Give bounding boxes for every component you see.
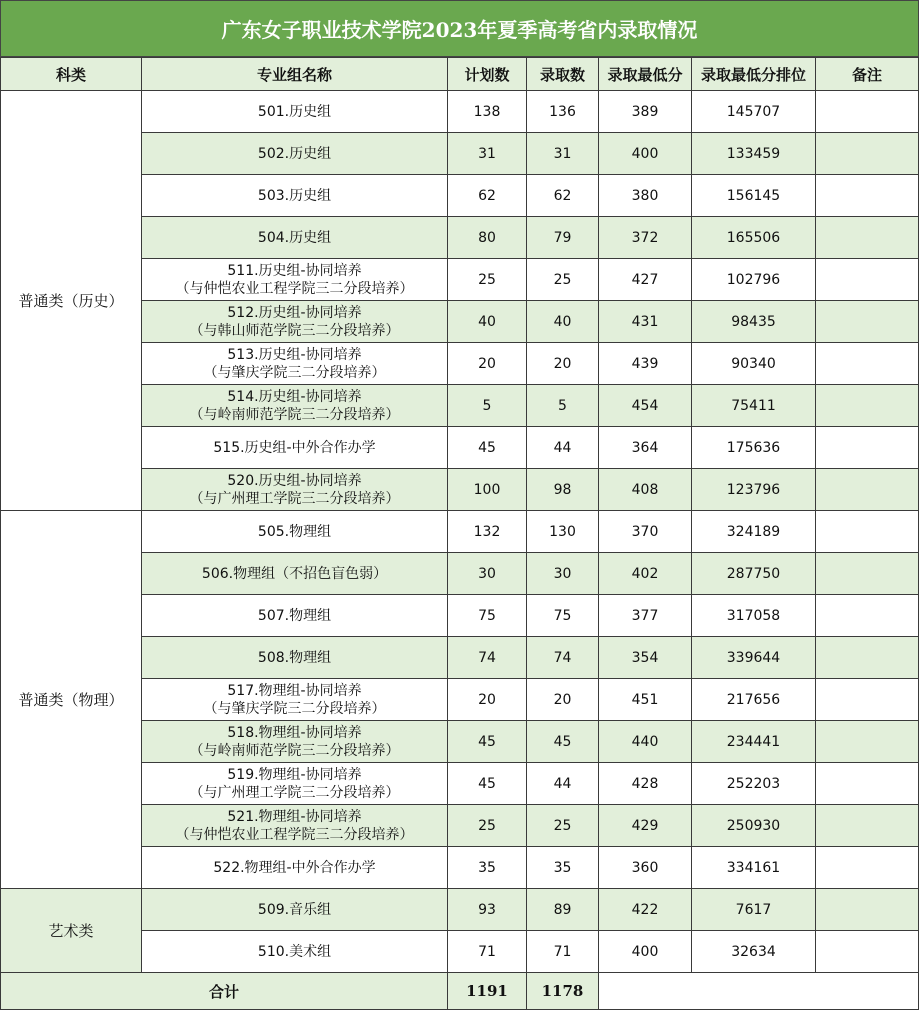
- group-partner: （与岭南师范学院三二分段培养）: [189, 742, 400, 759]
- cell-min-score: 422: [599, 889, 692, 931]
- cell-plan: 31: [448, 133, 527, 175]
- cell-note: [816, 721, 919, 763]
- group-partner: （与广州理工学院三二分段培养）: [189, 490, 400, 507]
- cell-note: [816, 427, 919, 469]
- cell-note: [816, 847, 919, 889]
- cell-min-score: 400: [599, 133, 692, 175]
- group-name: 519.物理组-协同培养: [227, 766, 362, 783]
- cell-note: [816, 763, 919, 805]
- cell-note: [816, 175, 919, 217]
- cell-min-score: 429: [599, 805, 692, 847]
- cell-min-rank: 334161: [692, 847, 816, 889]
- cell-min-rank: 287750: [692, 553, 816, 595]
- group-name: 507.物理组: [257, 607, 332, 624]
- cell-admitted: 98: [527, 469, 599, 511]
- group-partner: （与广州理工学院三二分段培养）: [189, 784, 400, 801]
- cell-min-rank: 317058: [692, 595, 816, 637]
- cell-note: [816, 217, 919, 259]
- cell-admitted: 62: [527, 175, 599, 217]
- cell-group-name: [142, 931, 448, 973]
- cell-min-rank: 217656: [692, 679, 816, 721]
- cell-group-name: [142, 637, 448, 679]
- total-row: [1, 973, 919, 1010]
- cell-min-rank: 98435: [692, 301, 816, 343]
- cell-admitted: 44: [527, 763, 599, 805]
- cell-min-rank: 133459: [692, 133, 816, 175]
- group-name: 517.物理组-协同培养: [227, 682, 362, 699]
- group-name: 501.历史组: [257, 103, 332, 120]
- cell-plan: 100: [448, 469, 527, 511]
- cell-min-rank: 324189: [692, 511, 816, 553]
- cell-admitted: 30: [527, 553, 599, 595]
- cell-admitted: 71: [527, 931, 599, 973]
- cell-admitted: 20: [527, 343, 599, 385]
- cell-plan: 93: [448, 889, 527, 931]
- group-name: 515.历史组-中外合作办学: [213, 439, 376, 456]
- cell-admitted: 20: [527, 679, 599, 721]
- cell-admitted: 40: [527, 301, 599, 343]
- cell-group-name: [142, 343, 448, 385]
- cell-min-score: 431: [599, 301, 692, 343]
- category-cell-history: 普通类（历史）: [1, 91, 142, 511]
- group-name: 522.物理组-中外合作办学: [213, 859, 376, 876]
- total-blank: [599, 973, 919, 1010]
- group-name: 505.物理组: [257, 523, 332, 540]
- cell-plan: 45: [448, 427, 527, 469]
- cell-admitted: 74: [527, 637, 599, 679]
- total-label: 合计: [1, 973, 448, 1010]
- cell-plan: 5: [448, 385, 527, 427]
- group-name: 506.物理组（不招色盲色弱）: [201, 565, 388, 582]
- cell-min-rank: 252203: [692, 763, 816, 805]
- cell-min-score: 354: [599, 637, 692, 679]
- cell-note: [816, 595, 919, 637]
- cell-min-score: 380: [599, 175, 692, 217]
- group-partner: （与仲恺农业工程学院三二分段培养）: [175, 826, 414, 843]
- cell-plan: 132: [448, 511, 527, 553]
- cell-group-name: [142, 91, 448, 133]
- cell-note: [816, 679, 919, 721]
- group-partner: （与韩山师范学院三二分段培养）: [189, 322, 400, 339]
- cell-min-score: 408: [599, 469, 692, 511]
- group-name: 512.历史组-协同培养: [227, 304, 362, 321]
- header-min-rank: 录取最低分排位: [692, 58, 816, 91]
- cell-min-rank: 250930: [692, 805, 816, 847]
- group-name: 520.历史组-协同培养: [227, 472, 362, 489]
- cell-min-rank: 339644: [692, 637, 816, 679]
- cell-plan: 74: [448, 637, 527, 679]
- group-partner: （与仲恺农业工程学院三二分段培养）: [175, 280, 414, 297]
- header-min-score: 录取最低分: [599, 58, 692, 91]
- cell-plan: 80: [448, 217, 527, 259]
- header-category: 科类: [1, 58, 142, 91]
- cell-min-rank: 145707: [692, 91, 816, 133]
- group-name: 510.美术组: [257, 943, 332, 960]
- cell-min-score: 370: [599, 511, 692, 553]
- cell-min-rank: 75411: [692, 385, 816, 427]
- cell-admitted: 89: [527, 889, 599, 931]
- category-cell-physics: 普通类（物理）: [1, 511, 142, 889]
- cell-min-rank: 165506: [692, 217, 816, 259]
- cell-group-name: [142, 427, 448, 469]
- cell-admitted: 45: [527, 721, 599, 763]
- cell-note: [816, 343, 919, 385]
- group-name: 514.历史组-协同培养: [227, 388, 362, 405]
- cell-min-rank: 7617: [692, 889, 816, 931]
- cell-group-name: [142, 385, 448, 427]
- group-partner: （与肇庆学院三二分段培养）: [203, 700, 386, 717]
- group-name: 503.历史组: [257, 187, 332, 204]
- cell-note: [816, 931, 919, 973]
- cell-admitted: 75: [527, 595, 599, 637]
- cell-plan: 71: [448, 931, 527, 973]
- cell-admitted: 44: [527, 427, 599, 469]
- cell-min-rank: 234441: [692, 721, 816, 763]
- sheet-title: 广东女子职业技术学院2023年夏季高考省内录取情况: [0, 0, 919, 57]
- cell-min-rank: 123796: [692, 469, 816, 511]
- group-name: 509.音乐组: [257, 901, 332, 918]
- header-admitted: 录取数: [527, 58, 599, 91]
- cell-note: [816, 133, 919, 175]
- total-plan: 1191: [448, 973, 527, 1010]
- cell-plan: 35: [448, 847, 527, 889]
- group-name: 521.物理组-协同培养: [227, 808, 362, 825]
- cell-min-score: 454: [599, 385, 692, 427]
- cell-min-rank: 156145: [692, 175, 816, 217]
- admission-table: [0, 57, 919, 1010]
- cell-note: [816, 889, 919, 931]
- header-group-name: 专业组名称: [142, 58, 448, 91]
- group-name: 518.物理组-协同培养: [227, 724, 362, 741]
- cell-group-name: [142, 679, 448, 721]
- cell-note: [816, 301, 919, 343]
- cell-min-score: 372: [599, 217, 692, 259]
- cell-group-name: [142, 889, 448, 931]
- header-plan: 计划数: [448, 58, 527, 91]
- cell-min-score: 400: [599, 931, 692, 973]
- cell-admitted: 79: [527, 217, 599, 259]
- cell-plan: 62: [448, 175, 527, 217]
- table-row: [1, 91, 919, 133]
- table-row: [1, 889, 919, 931]
- cell-plan: 25: [448, 805, 527, 847]
- cell-admitted: 5: [527, 385, 599, 427]
- cell-note: [816, 637, 919, 679]
- cell-note: [816, 553, 919, 595]
- cell-group-name: [142, 301, 448, 343]
- cell-min-rank: 90340: [692, 343, 816, 385]
- category-cell-art: 艺术类: [1, 889, 142, 973]
- cell-min-score: 364: [599, 427, 692, 469]
- cell-min-score: 451: [599, 679, 692, 721]
- group-name: 508.物理组: [257, 649, 332, 666]
- cell-admitted: 25: [527, 259, 599, 301]
- cell-min-score: 360: [599, 847, 692, 889]
- cell-plan: 45: [448, 721, 527, 763]
- cell-plan: 25: [448, 259, 527, 301]
- cell-plan: 40: [448, 301, 527, 343]
- header-note: 备注: [816, 58, 919, 91]
- table-body: [1, 91, 919, 1010]
- cell-plan: 20: [448, 343, 527, 385]
- cell-group-name: [142, 595, 448, 637]
- group-name: 502.历史组: [257, 145, 332, 162]
- header-row: [1, 58, 919, 91]
- cell-plan: 20: [448, 679, 527, 721]
- cell-min-rank: 102796: [692, 259, 816, 301]
- cell-min-score: 427: [599, 259, 692, 301]
- cell-admitted: 35: [527, 847, 599, 889]
- cell-min-score: 377: [599, 595, 692, 637]
- cell-group-name: [142, 175, 448, 217]
- cell-admitted: 136: [527, 91, 599, 133]
- cell-admitted: 130: [527, 511, 599, 553]
- cell-group-name: [142, 469, 448, 511]
- cell-group-name: [142, 133, 448, 175]
- cell-min-rank: 175636: [692, 427, 816, 469]
- table-row: [1, 511, 919, 553]
- group-partner: （与肇庆学院三二分段培养）: [203, 364, 386, 381]
- group-partner: （与岭南师范学院三二分段培养）: [189, 406, 400, 423]
- total-admitted: 1178: [527, 973, 599, 1010]
- cell-plan: 45: [448, 763, 527, 805]
- cell-min-score: 402: [599, 553, 692, 595]
- cell-note: [816, 511, 919, 553]
- group-name: 504.历史组: [257, 229, 332, 246]
- cell-plan: 138: [448, 91, 527, 133]
- cell-plan: 30: [448, 553, 527, 595]
- cell-group-name: [142, 217, 448, 259]
- cell-note: [816, 469, 919, 511]
- cell-admitted: 31: [527, 133, 599, 175]
- cell-group-name: [142, 847, 448, 889]
- cell-group-name: [142, 259, 448, 301]
- cell-group-name: [142, 511, 448, 553]
- cell-min-score: 389: [599, 91, 692, 133]
- cell-group-name: [142, 763, 448, 805]
- cell-min-rank: 32634: [692, 931, 816, 973]
- cell-note: [816, 259, 919, 301]
- group-name: 513.历史组-协同培养: [227, 346, 362, 363]
- cell-note: [816, 91, 919, 133]
- cell-plan: 75: [448, 595, 527, 637]
- cell-min-score: 428: [599, 763, 692, 805]
- group-name: 511.历史组-协同培养: [227, 262, 362, 279]
- cell-min-score: 440: [599, 721, 692, 763]
- cell-group-name: [142, 553, 448, 595]
- cell-group-name: [142, 805, 448, 847]
- cell-admitted: 25: [527, 805, 599, 847]
- cell-note: [816, 805, 919, 847]
- cell-note: [816, 385, 919, 427]
- cell-group-name: [142, 721, 448, 763]
- cell-min-score: 439: [599, 343, 692, 385]
